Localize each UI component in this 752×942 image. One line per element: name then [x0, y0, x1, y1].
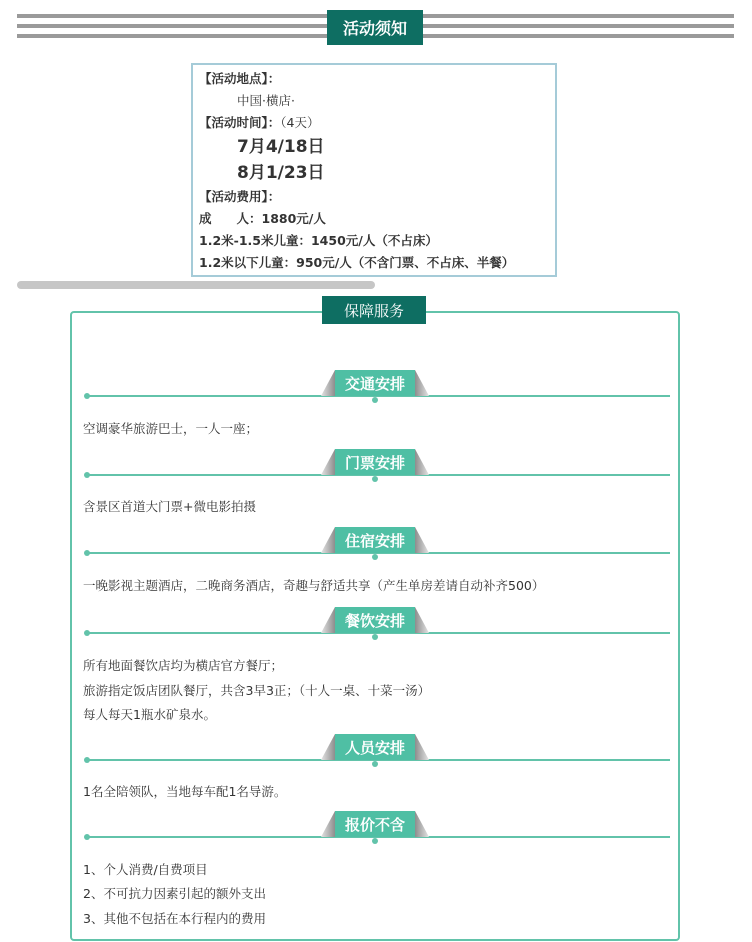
exclusion-item-2: 2、不可抗力因素引起的额外支出 — [83, 886, 266, 901]
divider-dot — [372, 397, 378, 403]
services-title: 保障服务 — [322, 296, 426, 324]
divider-dot — [372, 476, 378, 482]
horizontal-scrollbar[interactable] — [17, 281, 375, 289]
dining-text-3: 每人每天1瓶水矿泉水。 — [83, 707, 216, 722]
divider-dot — [84, 834, 90, 840]
divider-dot — [84, 550, 90, 556]
date-1: 7月4/18日 — [237, 137, 325, 157]
divider-dot — [84, 393, 90, 399]
transport-text: 空调豪华旅游巴士，一人一座； — [83, 421, 259, 436]
activity-info-box — [191, 63, 557, 277]
divider-dot — [372, 554, 378, 560]
section-heading-tickets: 门票安排 — [321, 449, 429, 475]
section-heading-dining: 餐饮安排 — [321, 607, 429, 633]
section-heading-transport: 交通安排 — [321, 370, 429, 396]
location-value: 中国·横店· — [237, 93, 295, 108]
time-label: 【活动时间】： — [199, 115, 281, 130]
date-2: 8月1/23日 — [237, 163, 325, 183]
lodging-text: 一晚影视主题酒店，二晚商务酒店，奇趣与舒适共享（产生单房差请自动补齐500） — [83, 578, 545, 593]
time-row — [199, 112, 549, 134]
section-heading-staff: 人员安排 — [321, 734, 429, 760]
notice-title: 活动须知 — [327, 10, 423, 45]
fee-child-mid: 1.2米-1.5米儿童：1450元/人（不占床） — [199, 233, 438, 248]
divider-dot — [372, 761, 378, 767]
divider-dot — [372, 634, 378, 640]
dining-text-2: 旅游指定饭店团队餐厅，共含3早3正；（十人一桌、十菜一汤） — [83, 683, 431, 698]
section-heading-lodging: 住宿安排 — [321, 527, 429, 553]
divider-dot — [84, 630, 90, 636]
divider-dot — [372, 838, 378, 844]
tickets-text: 含景区首道大门票+微电影拍摄 — [83, 499, 256, 514]
time-days: （4天） — [280, 115, 320, 130]
dining-text-1: 所有地面餐饮店均为横店官方餐厅； — [83, 658, 284, 673]
divider-dot — [84, 757, 90, 763]
exclusion-item-3: 3、其他不包括在本行程内的费用 — [83, 911, 266, 926]
fee-adult: 成 人：1880元/人 — [199, 211, 326, 226]
divider-dot — [84, 472, 90, 478]
section-heading-exclusions: 报价不含 — [321, 811, 429, 837]
fee-label: 【活动费用】： — [199, 189, 281, 204]
exclusion-item-1: 1、个人消费/自费项目 — [83, 862, 208, 877]
fee-child-small: 1.2米以下儿童：950元/人（不含门票、不占床、半餐） — [199, 255, 515, 270]
staff-text: 1名全陪领队，当地每车配1名导游。 — [83, 784, 287, 799]
location-label: 【活动地点】： — [199, 71, 281, 86]
